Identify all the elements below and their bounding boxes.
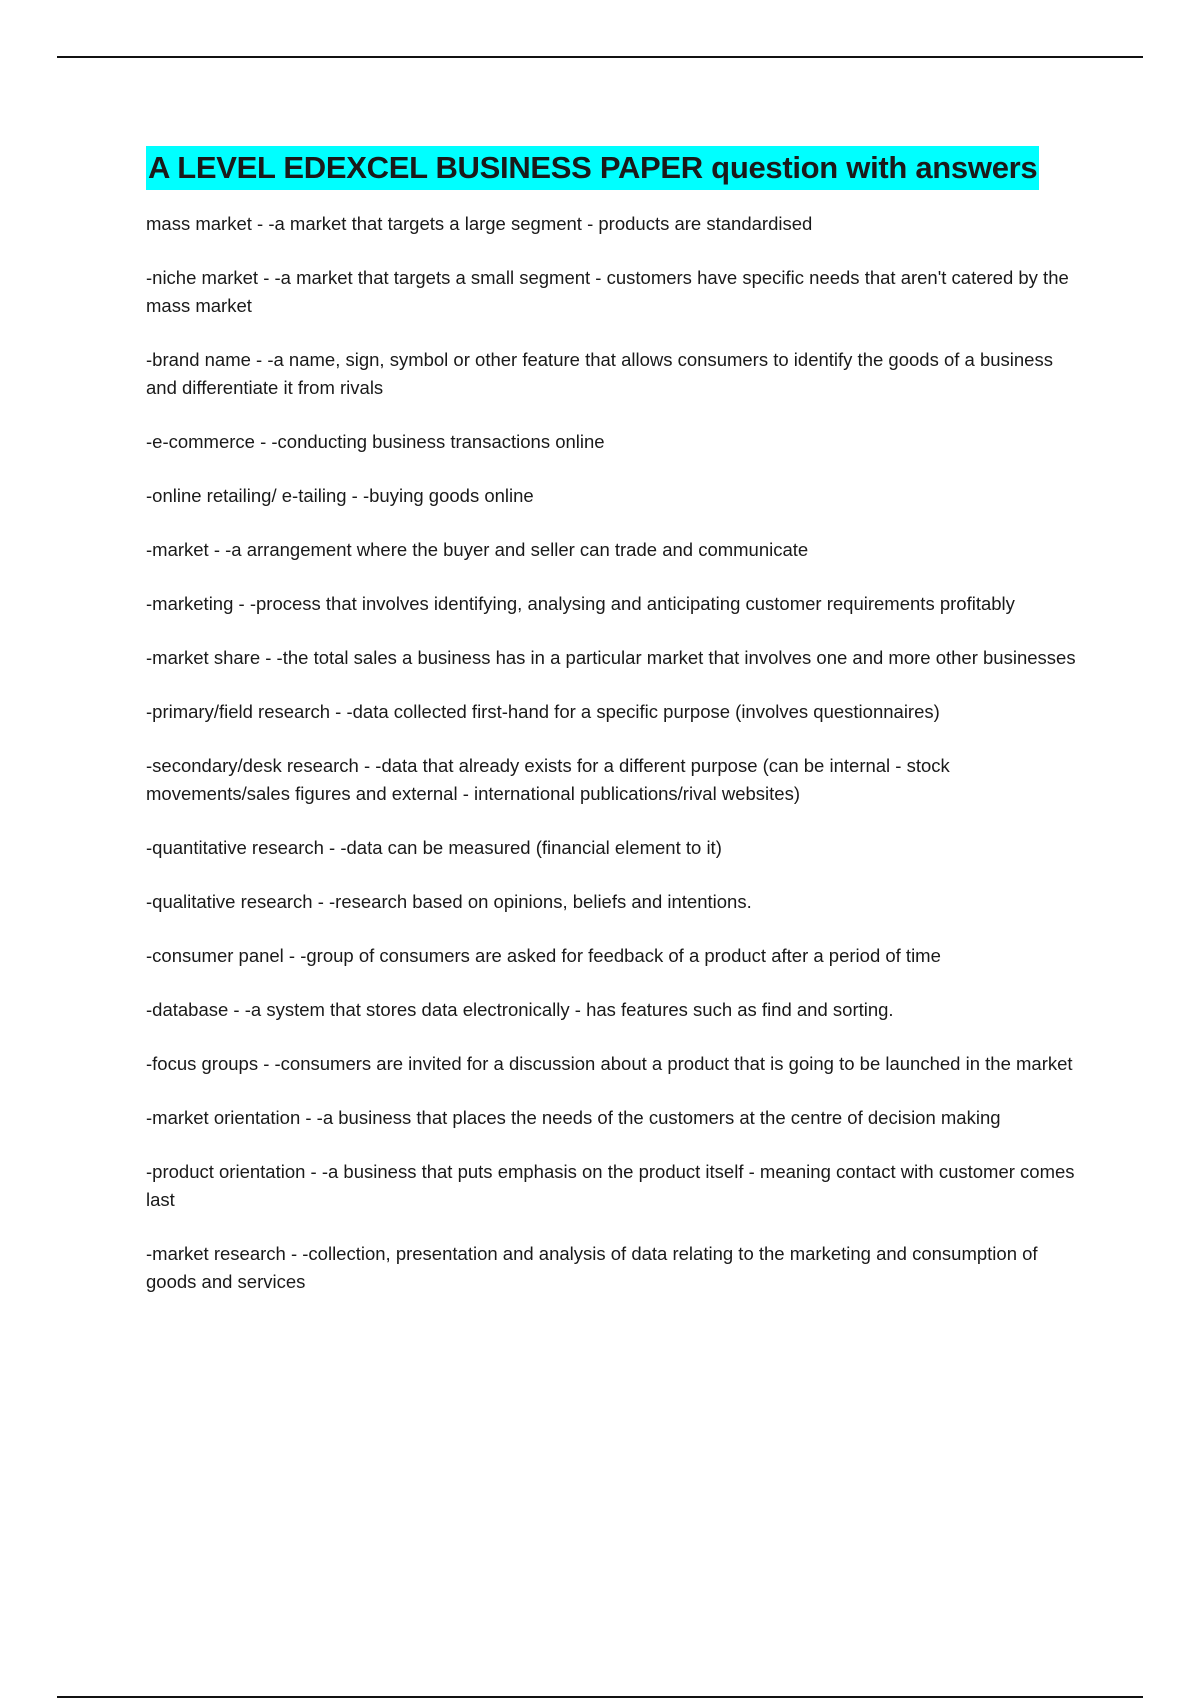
definition-entry: -quantitative research - -data can be measured (financial element to it) — [146, 837, 722, 858]
definition-entry: -qualitative research - -research based on opinions, beliefs and intentions. — [146, 891, 752, 912]
document-body — [146, 146, 1076, 1322]
definition-entry: -marketing - -process that involves identifying, analysing and anticipating customer requirements profitably — [146, 593, 1015, 614]
definition-entry: -online retailing/ e-tailing - -buying goods online — [146, 485, 534, 506]
definition-entry: mass market - -a market that targets a large segment - products are standardised — [146, 213, 813, 234]
definition-entry: -brand name - -a name, sign, symbol or other feature that allows consumers to identify the goods of a business and differentiate it from rivals — [146, 349, 1053, 398]
definition-entry: -database - -a system that stores data electronically - has features such as find and sorting. — [146, 999, 894, 1020]
definition-entry: -primary/field research - -data collected first-hand for a specific purpose (involves questionnaires) — [146, 701, 940, 722]
footer-rule — [57, 1696, 1143, 1698]
definition-entry: -niche market - -a market that targets a small segment - customers have specific needs that aren't catered by the mass market — [146, 267, 1069, 316]
definition-entry: -market share - -the total sales a business has in a particular market that involves one and more other businesses — [146, 647, 1076, 668]
definition-entry: -secondary/desk research - -data that already exists for a different purpose (can be internal - stock movements/sales figures and external - international publications/rival websites) — [146, 755, 950, 804]
definition-entry: -market research - -collection, presentation and analysis of data relating to the marketing and consumption of goods and services — [146, 1243, 1038, 1292]
definition-entry: -focus groups - -consumers are invited for a discussion about a product that is going to be launched in the market — [146, 1053, 1073, 1074]
document-title: A LEVEL EDEXCEL BUSINESS PAPER question with answers — [146, 146, 1039, 190]
definition-list — [146, 210, 1076, 1296]
definition-entry: -e-commerce - -conducting business transactions online — [146, 431, 605, 452]
definition-entry: -market - -a arrangement where the buyer and seller can trade and communicate — [146, 539, 809, 560]
definition-entry: -product orientation - -a business that puts emphasis on the product itself - meaning contact with customer comes last — [146, 1161, 1075, 1210]
definition-entry: -consumer panel - -group of consumers are asked for feedback of a product after a period of time — [146, 945, 941, 966]
header-rule — [57, 56, 1143, 58]
definition-entry: -market orientation - -a business that places the needs of the customers at the centre of decision making — [146, 1107, 1001, 1128]
